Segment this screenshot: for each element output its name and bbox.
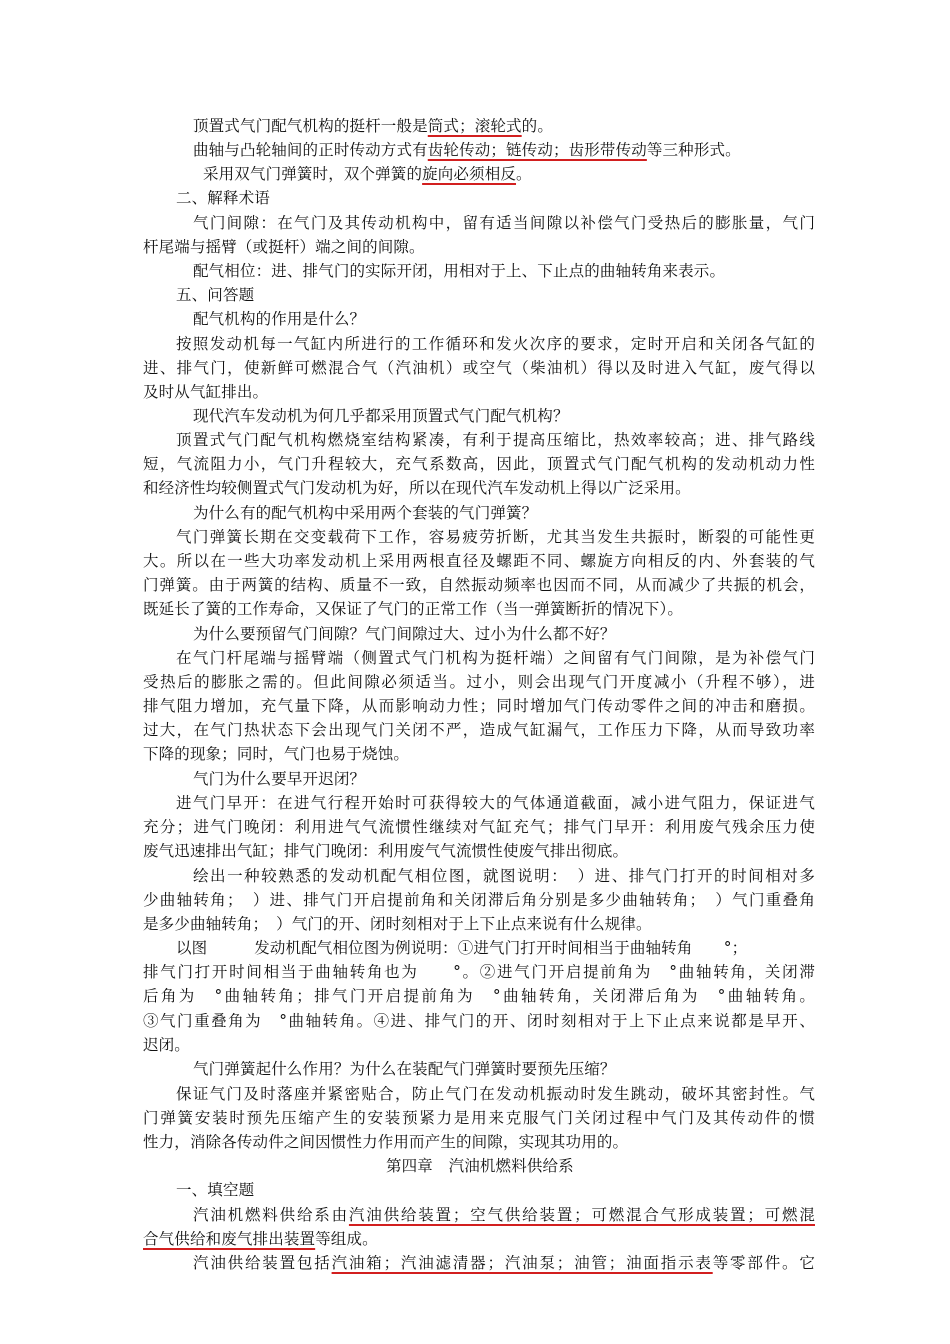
text-segment: 性力，消除各传动件之间因惯性力作用而产生的间隙，实现其功用的。 xyxy=(143,1133,629,1151)
text-segment: 受热后的膨胀之需的。但此间隙必须适当。过小，则会出现气门开度减小（升程不够），进 xyxy=(143,673,815,691)
text-segment: 等三种形式。 xyxy=(646,141,741,159)
text-segment: ③气门重叠角为 °曲轴转角。④进、排气门的开、闭时刻相对于上下止点来说都是早开、 xyxy=(143,1012,815,1030)
text-line xyxy=(143,599,683,619)
text-segment: 现代汽车发动机为何几乎都采用顶置式气门配气机构？ xyxy=(193,407,569,425)
text-segment: 气门间隙：在气门及其传动机构中，留有适当间隙以补偿气门受热后的膨胀量，气门 xyxy=(193,214,815,232)
text-line xyxy=(143,744,409,764)
text-line xyxy=(193,309,365,329)
text-segment: 及时从气缸排出。 xyxy=(143,383,269,401)
text-line xyxy=(143,478,691,498)
text-segment: 气门为什么要早开迟闭？ xyxy=(193,770,366,788)
text-line xyxy=(193,624,616,644)
text-line xyxy=(193,261,725,281)
text-segment: 杆尾端与摇臂（或挺杆）端之间的间隙。 xyxy=(143,238,425,256)
text-line xyxy=(176,285,254,305)
text-segment: 采用双气门弹簧时，双个弹簧的 xyxy=(203,165,423,183)
text-line xyxy=(143,237,425,257)
text-segment: 门弹簧。由于两簧的结构、质量不一致，自然振动频率也因而不同，从而减少了共振的机会， xyxy=(143,576,815,594)
text-line xyxy=(176,1180,254,1200)
text-segment: 的。 xyxy=(521,117,553,135)
text-segment: 大。所以在一些大功率发动机上采用两根直径及螺距不同、螺旋方向相反的内、外套装的气 xyxy=(143,552,815,570)
text-line xyxy=(143,1011,815,1031)
text-line xyxy=(143,696,815,716)
text-segment: 绘出一种较熟悉的发动机配气相位图，就图说明： ）进、排气门打开的时间相对多 xyxy=(193,867,815,885)
text-line xyxy=(143,358,815,378)
text-line xyxy=(143,914,652,934)
text-line xyxy=(193,866,815,886)
text-line xyxy=(143,1229,378,1249)
text-line xyxy=(193,406,569,426)
text-line xyxy=(176,334,815,354)
text-segment: 排气门打开时间相当于曲轴转角也为 °。②进气门开启提前角为 °曲轴转角，关闭滞 xyxy=(143,963,815,981)
text-segment: 废气迅速排出气缸；排气门晚闭：利用废气气流惯性使废气排出彻底。 xyxy=(143,842,629,860)
text-line xyxy=(143,382,268,402)
underlined-answer: 汽油供给装置；空气供给装置；可燃混合气形成装置；可燃混 xyxy=(348,1206,815,1224)
text-line xyxy=(143,1035,190,1055)
text-segment: 气门弹簧起什么作用？为什么在装配气门弹簧时要预先压缩？ xyxy=(193,1060,616,1078)
underlined-answer: 旋向必须相反 xyxy=(422,165,517,183)
text-segment: 气门弹簧长期在交变载荷下工作，容易疲劳折断，尤其当发生共振时，断裂的可能性更 xyxy=(176,528,815,546)
text-line xyxy=(143,575,815,595)
text-segment: 保证气门及时落座并紧密贴合，防止气门在发动机振动时发生跳动，破坏其密封性。气 xyxy=(176,1085,815,1103)
text-segment: 配气相位：进、排气门的实际开闭，用相对于上、下止点的曲轴转角来表示。 xyxy=(193,262,726,280)
text-line xyxy=(193,1205,815,1225)
text-segment: 配气机构的作用是什么？ xyxy=(193,310,366,328)
underlined-answer: 合气供给和废气排出装置 xyxy=(143,1230,316,1248)
text-segment: 是多少曲轴转角； ）气门的开、闭时刻相对于上下止点来说有什么规律。 xyxy=(143,915,652,933)
text-segment: 一、填空题 xyxy=(176,1181,255,1199)
text-segment: 汽油机燃料供给系由 xyxy=(193,1206,349,1224)
text-segment: 在气门杆尾端与摇臂端（侧置式气门机构为挺杆端）之间留有气门间隙，是为补偿气门 xyxy=(176,649,815,667)
text-segment: 后角为 °曲轴转角；排气门开启提前角为 °曲轴转角，关闭滞后角为 °曲轴转角。 xyxy=(143,987,815,1005)
text-segment: 进、排气门，使新鲜可燃混合气（汽油机）或空气（柴油机）得以及时进入气缸，废气得以 xyxy=(143,359,815,377)
underlined-answer: 筒式；滚轮式 xyxy=(427,117,522,135)
text-line xyxy=(143,962,815,982)
text-line xyxy=(193,769,365,789)
text-segment: 第四章 汽油机燃料供给系 xyxy=(386,1157,574,1175)
text-line xyxy=(143,1132,628,1152)
text-segment: 曲轴与凸轮轴间的正时传动方式有 xyxy=(193,141,428,159)
text-line xyxy=(143,986,815,1006)
underlined-answer: 汽油箱；汽油滤清器；汽油泵；油管；油面指示表 xyxy=(331,1254,713,1272)
text-segment: 五、问答题 xyxy=(176,286,255,304)
text-line xyxy=(176,793,815,813)
text-segment: 按照发动机每一气缸内所进行的工作循环和发火次序的要求，定时开启和关闭各气缸的 xyxy=(176,335,815,353)
text-line xyxy=(143,672,815,692)
text-line xyxy=(143,1108,815,1128)
text-segment: 和经济性均较侧置式气门发动机为好，所以在现代汽车发动机上得以广泛采用。 xyxy=(143,479,691,497)
text-segment: 顶置式气门配气机构燃烧室结构紧凑，有利于提高压缩比，热效率较高；进、排气路线 xyxy=(176,431,815,449)
text-line xyxy=(176,430,815,450)
text-line xyxy=(176,648,815,668)
text-segment: 二、解释术语 xyxy=(176,189,270,207)
text-segment: 门弹簧安装时预先压缩产生的安装预紧力是用来克服气门关闭过程中气门及其传动件的惯 xyxy=(143,1109,815,1127)
text-line xyxy=(143,551,815,571)
text-segment: 排气阻力增加，充气量下降，从而影响动力性；同时增加气门传动零件之间的冲击和磨损。 xyxy=(143,697,815,715)
text-line xyxy=(176,1084,815,1104)
text-segment: 等组成。 xyxy=(315,1230,378,1248)
text-segment: 少曲轴转角； ）进、排气门开启提前角和关闭滞后角分别是多少曲轴转角； ）气门重叠角 xyxy=(143,891,815,909)
text-line xyxy=(193,1059,616,1079)
text-segment: 。 xyxy=(516,165,532,183)
text-segment: 为什么要预留气门间隙？气门间隙过大、过小为什么都不好？ xyxy=(193,625,616,643)
text-line xyxy=(176,938,747,958)
text-line xyxy=(193,1253,815,1273)
text-segment: 过大，在气门热状态下会出现气门关闭不严，造成气缸漏气，工作压力下降，从而导致功率 xyxy=(143,721,815,739)
text-segment: 为什么有的配气机构中采用两个套装的气门弹簧？ xyxy=(193,504,538,522)
text-line xyxy=(143,720,815,740)
text-segment: 充分；进气门晚闭：利用进气气流惯性继续对气缸充气；排气门早开：利用废气残余压力使 xyxy=(143,818,815,836)
underlined-answer: 齿轮传动；链传动；齿形带传动 xyxy=(427,141,647,159)
text-segment: 顶置式气门配气机构的挺杆一般是 xyxy=(193,117,428,135)
text-segment: 迟闭。 xyxy=(143,1036,190,1054)
text-line xyxy=(143,454,815,474)
text-segment: 等零部件。它 xyxy=(712,1254,815,1272)
text-segment: 短，气流阻力小，气门升程较大，充气系数高，因此，顶置式气门配气机构的发动机动力性 xyxy=(143,455,815,473)
text-line xyxy=(193,503,537,523)
text-line xyxy=(143,817,815,837)
text-line xyxy=(143,841,628,861)
text-line xyxy=(203,164,532,184)
text-segment: 汽油供给装置包括 xyxy=(193,1254,332,1272)
text-segment: 下降的现象；同时，气门也易于烧蚀。 xyxy=(143,745,410,763)
text-segment: 以图 发动机配气相位图为例说明：①进气门打开时间相当于曲轴转角 °； xyxy=(176,939,748,957)
text-line xyxy=(193,213,815,233)
text-segment: 既延长了簧的工作寿命，又保证了气门的正常工作（当一弹簧断折的情况下）。 xyxy=(143,600,684,618)
text-segment: 进气门早开：在进气行程开始时可获得较大的气体通道截面，减小进气阻力，保证进气 xyxy=(176,794,815,812)
text-line xyxy=(193,116,553,136)
text-line xyxy=(176,188,270,208)
text-line xyxy=(143,890,815,910)
text-line xyxy=(176,527,815,547)
text-line xyxy=(193,140,741,160)
text-line xyxy=(386,1156,574,1176)
